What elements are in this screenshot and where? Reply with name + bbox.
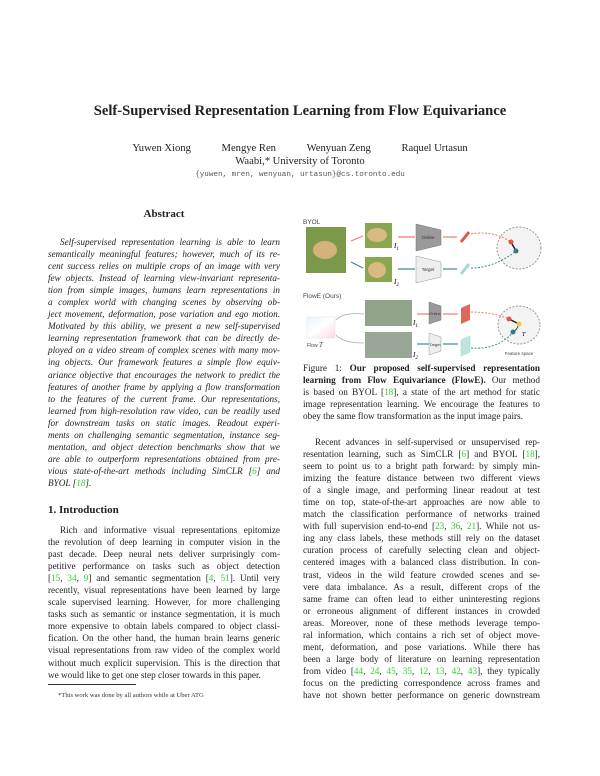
crop-arrow — [351, 236, 363, 241]
text-line — [48, 284, 280, 296]
text-span: , — [411, 665, 420, 676]
text-span: a complex world with changing scenes by observing ob- — [48, 297, 280, 308]
text-span: match the classification performance of networks trained — [303, 509, 540, 520]
text-line — [48, 465, 280, 477]
text-line — [48, 369, 280, 381]
text-span: are able to outperform representations obtained from pre- — [48, 453, 280, 464]
text-line — [48, 296, 280, 308]
text-line — [303, 460, 540, 472]
text-span: we would like to get one step closer towards in this paper. — [48, 669, 261, 680]
citation-link[interactable]: 24 — [370, 665, 380, 676]
text-line — [48, 548, 280, 560]
text-span: trast, videos in the wild feature crowded scenes and se- — [303, 569, 540, 580]
text-line — [48, 524, 280, 536]
text-line — [48, 272, 280, 284]
text-line — [303, 398, 540, 410]
online-feature — [461, 232, 469, 242]
text-line — [48, 344, 280, 356]
i1-label: $I_1$ — [413, 319, 418, 329]
author: Mengye Ren — [221, 143, 276, 154]
author: Raquel Urtasun — [401, 143, 468, 154]
frame-2-image — [365, 332, 412, 358]
text-line — [48, 620, 280, 632]
text-line — [48, 332, 280, 344]
citation-link[interactable]: 18 — [384, 387, 394, 398]
footnote: *This work was done by all authors while at Uber ATG — [58, 692, 204, 699]
text-span: with full supervision end-to-end [ — [303, 521, 436, 532]
text-line — [303, 641, 540, 653]
text-span: curation process of carefully selecting clean and object- — [303, 545, 540, 556]
text-line — [48, 657, 280, 669]
text-line — [48, 417, 280, 429]
text-span: ] and BYOL [ — [466, 449, 526, 460]
text-span: ]. While not us- — [476, 521, 541, 532]
text-span: resentation learning, such as SimCLR [ — [303, 449, 462, 460]
flow-label: Flow T — [307, 341, 323, 349]
text-span: the revolution of deep learning in computer vision in the — [48, 537, 280, 548]
text-span: ], they typically — [477, 665, 540, 676]
text-span: of a single image, and performing linear readout at test — [303, 485, 540, 496]
text-span: ment, deformation, and pose variations. While there has — [303, 641, 540, 652]
text-span: BYOL [ — [48, 477, 77, 488]
text-line — [303, 617, 540, 629]
introduction-heading: 1. Introduction — [48, 504, 119, 516]
text-line — [48, 441, 280, 453]
text-span: features of another frame by applying a flow transformation — [48, 381, 280, 392]
text-line — [48, 644, 280, 656]
citation-link[interactable]: 36 — [450, 521, 461, 532]
footnote-divider — [48, 684, 136, 685]
text-span: few objects. Instead of learning view-invariant representa- — [48, 273, 280, 284]
citation-link[interactable]: 45 — [386, 665, 396, 676]
text-line — [303, 677, 540, 689]
text-line — [48, 560, 280, 572]
text-line — [48, 632, 280, 644]
text-span: ariance objective that encourages the network to predict the — [48, 369, 280, 380]
flow-field-image — [307, 317, 335, 338]
citation-link[interactable]: 35 — [402, 665, 412, 676]
svg-text:Online: Online — [429, 311, 441, 316]
citation-link[interactable]: 15 — [51, 573, 61, 584]
text-span: petitive performance on tasks such as object detection — [48, 561, 280, 572]
text-span: , — [444, 665, 452, 676]
citation-link[interactable]: 34 — [67, 573, 77, 584]
text-line — [48, 393, 280, 405]
text-line — [303, 508, 540, 520]
text-span: ], a state of the art method for static — [393, 387, 540, 398]
text-span: mentation, and object detection benchmarks show that we — [48, 441, 280, 452]
text-span: or erroneous alignment of different instances in crowded — [303, 605, 540, 616]
text-span: , — [76, 573, 84, 584]
text-span: for downstream tasks on static images. Readout experi- — [48, 417, 280, 428]
text-span: learning from Flow Equivariance (FlowE). Our method — [303, 375, 540, 386]
text-line — [48, 320, 280, 332]
text-span: ], — [534, 449, 541, 460]
text-span: to the features of the current frame. Our representations, — [48, 393, 280, 404]
text-line — [303, 436, 540, 448]
text-span: recently, visual representations have been learned by large — [48, 585, 280, 596]
text-line — [303, 520, 540, 532]
text-span: tion from simple images, humans learn representations in — [48, 285, 280, 296]
byol-label: BYOL — [303, 219, 321, 226]
i2-label: $I_2$ — [413, 351, 418, 361]
text-line — [303, 569, 540, 581]
text-span: cent success relies on multiple crops of an image with very — [48, 261, 280, 272]
flowe-label: FlowE (Ours) — [303, 293, 342, 300]
text-line — [303, 410, 540, 422]
text-span: visual representations from raw video of the complex world — [48, 645, 280, 656]
text-line — [48, 405, 280, 417]
citation-link[interactable]: 43 — [467, 665, 478, 676]
citation-link[interactable]: 51 — [220, 573, 230, 584]
text-span: , — [395, 665, 403, 676]
crop-arrow — [351, 262, 363, 268]
i1-label: $I_1$ — [394, 242, 399, 252]
text-span: areas. Moreover, none of these methods leverage tempo- — [303, 617, 540, 628]
citation-link[interactable]: 23 — [435, 521, 445, 532]
text-line — [303, 593, 540, 605]
text-span: without much explicit supervision. This is the direction that — [48, 657, 280, 668]
text-line — [48, 477, 280, 489]
text-span: time on top, state-of-the-art approaches are now able to — [303, 497, 540, 508]
text-line — [303, 362, 540, 374]
affiliation: Waabi,* University of Toronto — [235, 156, 365, 167]
text-line — [48, 608, 280, 620]
text-line — [48, 453, 280, 465]
svg-text:Online: Online — [421, 235, 435, 240]
text-line — [48, 536, 280, 548]
text-line — [48, 584, 280, 596]
feature-space-label: Feature space — [504, 351, 534, 356]
author-emails: {yuwen, mren, wenyuan, urtasun}@cs.toronto.edu — [195, 171, 405, 179]
i2-label: $I_2$ — [394, 278, 399, 288]
text-span: ing objects. Our framework features a simple flow equiv- — [48, 357, 280, 368]
feature-space-ellipse — [497, 227, 541, 269]
text-span: focus on the predicting correspondence across frames and — [303, 677, 540, 688]
citation-link[interactable]: 21 — [466, 521, 477, 532]
text-line — [303, 374, 540, 386]
text-line — [303, 484, 540, 496]
text-span: been a large body of literature on learning representation — [303, 653, 540, 664]
text-line — [303, 472, 540, 484]
text-span: ral information, which contains a rich set of object move- — [303, 629, 540, 640]
abstract-heading: Abstract — [143, 208, 185, 220]
text-span: vere data imbalance. As a result, different crops of the — [303, 581, 540, 592]
text-span: ployed on a video stream of complex scenes with many mov- — [48, 345, 280, 356]
citation-link[interactable]: 42 — [451, 665, 461, 676]
text-span: Figure 1: Our proposed self-supervised representation — [303, 363, 540, 373]
text-span: Motivated by this ability, we present a new self-supervised — [48, 321, 280, 332]
text-span: , — [379, 665, 387, 676]
svg-text:Target: Target — [421, 267, 435, 272]
text-span: , — [363, 665, 371, 676]
author: Wenyuan Zeng — [306, 143, 371, 154]
citation-link[interactable]: 4 — [208, 573, 214, 584]
text-span: is based on BYOL [ — [303, 387, 385, 398]
text-line — [303, 581, 540, 593]
text-line — [303, 556, 540, 568]
text-span: have not shown better performance on generic downstream — [303, 689, 540, 700]
text-span: Self-supervised representation learning is able to learn — [60, 237, 280, 247]
text-span: from video [ — [303, 665, 354, 676]
svg-text:T: T — [522, 332, 526, 338]
text-span: imizing the feature distance between two different views — [303, 473, 540, 484]
text-span: ]. — [85, 477, 92, 488]
text-span: ject movement, deformation, pose variation and ego motion. — [48, 309, 280, 320]
text-span: , — [460, 521, 467, 532]
text-line — [48, 572, 280, 584]
text-span: ing any class labels, these methods still rely on the dataset — [303, 533, 540, 544]
text-span: , — [460, 665, 468, 676]
text-span: , — [428, 665, 436, 676]
text-span: semantically meaningful features; however, much of its re- — [48, 249, 280, 260]
text-span: Rich and informative visual representations epitomize — [60, 525, 280, 535]
text-span: , — [60, 573, 68, 584]
text-line — [303, 532, 540, 544]
online-feature-map — [461, 304, 470, 324]
text-span: learning representation framework that can be directly de- — [48, 333, 280, 344]
citation-link[interactable]: 18 — [76, 477, 86, 488]
text-line — [48, 381, 280, 393]
text-line — [303, 496, 540, 508]
citation-link[interactable]: 6 — [461, 449, 467, 460]
text-line — [303, 665, 540, 677]
text-span: fication. On the other hand, the human brain learns generic — [48, 633, 280, 644]
introduction-right-column — [303, 436, 540, 701]
text-line — [303, 448, 540, 460]
text-line — [48, 596, 280, 608]
text-span: ]. Until very — [229, 573, 281, 584]
text-line — [48, 669, 280, 681]
svg-text:Target: Target — [429, 342, 441, 347]
text-span: ] and — [256, 465, 280, 476]
frame-1-image — [365, 300, 412, 326]
text-span: more expensive to obtain labels compared to object classi- — [48, 621, 280, 632]
text-span: ] and semantic segmentation [ — [88, 573, 209, 584]
citation-link[interactable]: 18 — [525, 449, 535, 460]
text-span: , — [213, 573, 221, 584]
target-feature-map — [461, 336, 470, 356]
abstract-body — [48, 236, 280, 489]
text-line — [48, 260, 280, 272]
text-line — [303, 653, 540, 665]
paper-title: Self-Supervised Representation Learning from Flow Equivariance — [93, 103, 507, 119]
citation-link[interactable]: 12 — [419, 665, 429, 676]
text-line — [303, 629, 540, 641]
text-span: same frame can often lead to either uninteresting regions — [303, 593, 540, 604]
text-span: image representation learning. We encourage the features to — [303, 399, 540, 410]
text-line — [48, 248, 280, 260]
text-span: ments on challenging semantic segmentation, instance seg- — [48, 429, 280, 440]
text-span: scale supervised learning. However, for more challenging — [48, 597, 280, 608]
text-line — [303, 544, 540, 556]
target-feature — [461, 264, 469, 274]
citation-link[interactable]: 9 — [83, 573, 89, 584]
text-span: learned from high-resolution raw video, can be readily used — [48, 405, 280, 416]
text-span: centered images with a balanced class distribution. In con- — [303, 557, 540, 568]
author-list — [0, 143, 600, 154]
citation-link[interactable]: 44 — [353, 665, 364, 676]
figure-1-caption — [303, 362, 540, 422]
author: Yuwen Xiong — [132, 143, 191, 154]
text-span: past decade. Deep neural nets deliver surprisingly com- — [48, 549, 280, 560]
citation-link[interactable]: 6 — [252, 465, 257, 476]
text-line — [48, 429, 280, 441]
text-line — [303, 386, 540, 398]
text-span: , — [444, 521, 451, 532]
text-line — [48, 236, 280, 248]
text-span: seem to point us to a bright path forward: by simply min- — [303, 461, 540, 472]
introduction-left-column — [48, 524, 280, 681]
text-span: [ — [48, 573, 52, 584]
citation-link[interactable]: 13 — [435, 665, 445, 676]
figure-1-diagram — [303, 212, 548, 361]
text-line — [303, 605, 540, 617]
text-span: obey the same flow transformation as the input image pairs. — [303, 411, 523, 422]
text-span: tasks such as semantic or instance segmentation, it is much — [48, 609, 280, 620]
text-line — [303, 689, 540, 701]
text-line — [48, 308, 280, 320]
text-span: Recent advances in self-supervised or unsupervised rep- — [315, 437, 540, 447]
text-span: vious state-of-the-art methods including SimCLR [ — [48, 465, 253, 476]
text-line — [48, 356, 280, 368]
